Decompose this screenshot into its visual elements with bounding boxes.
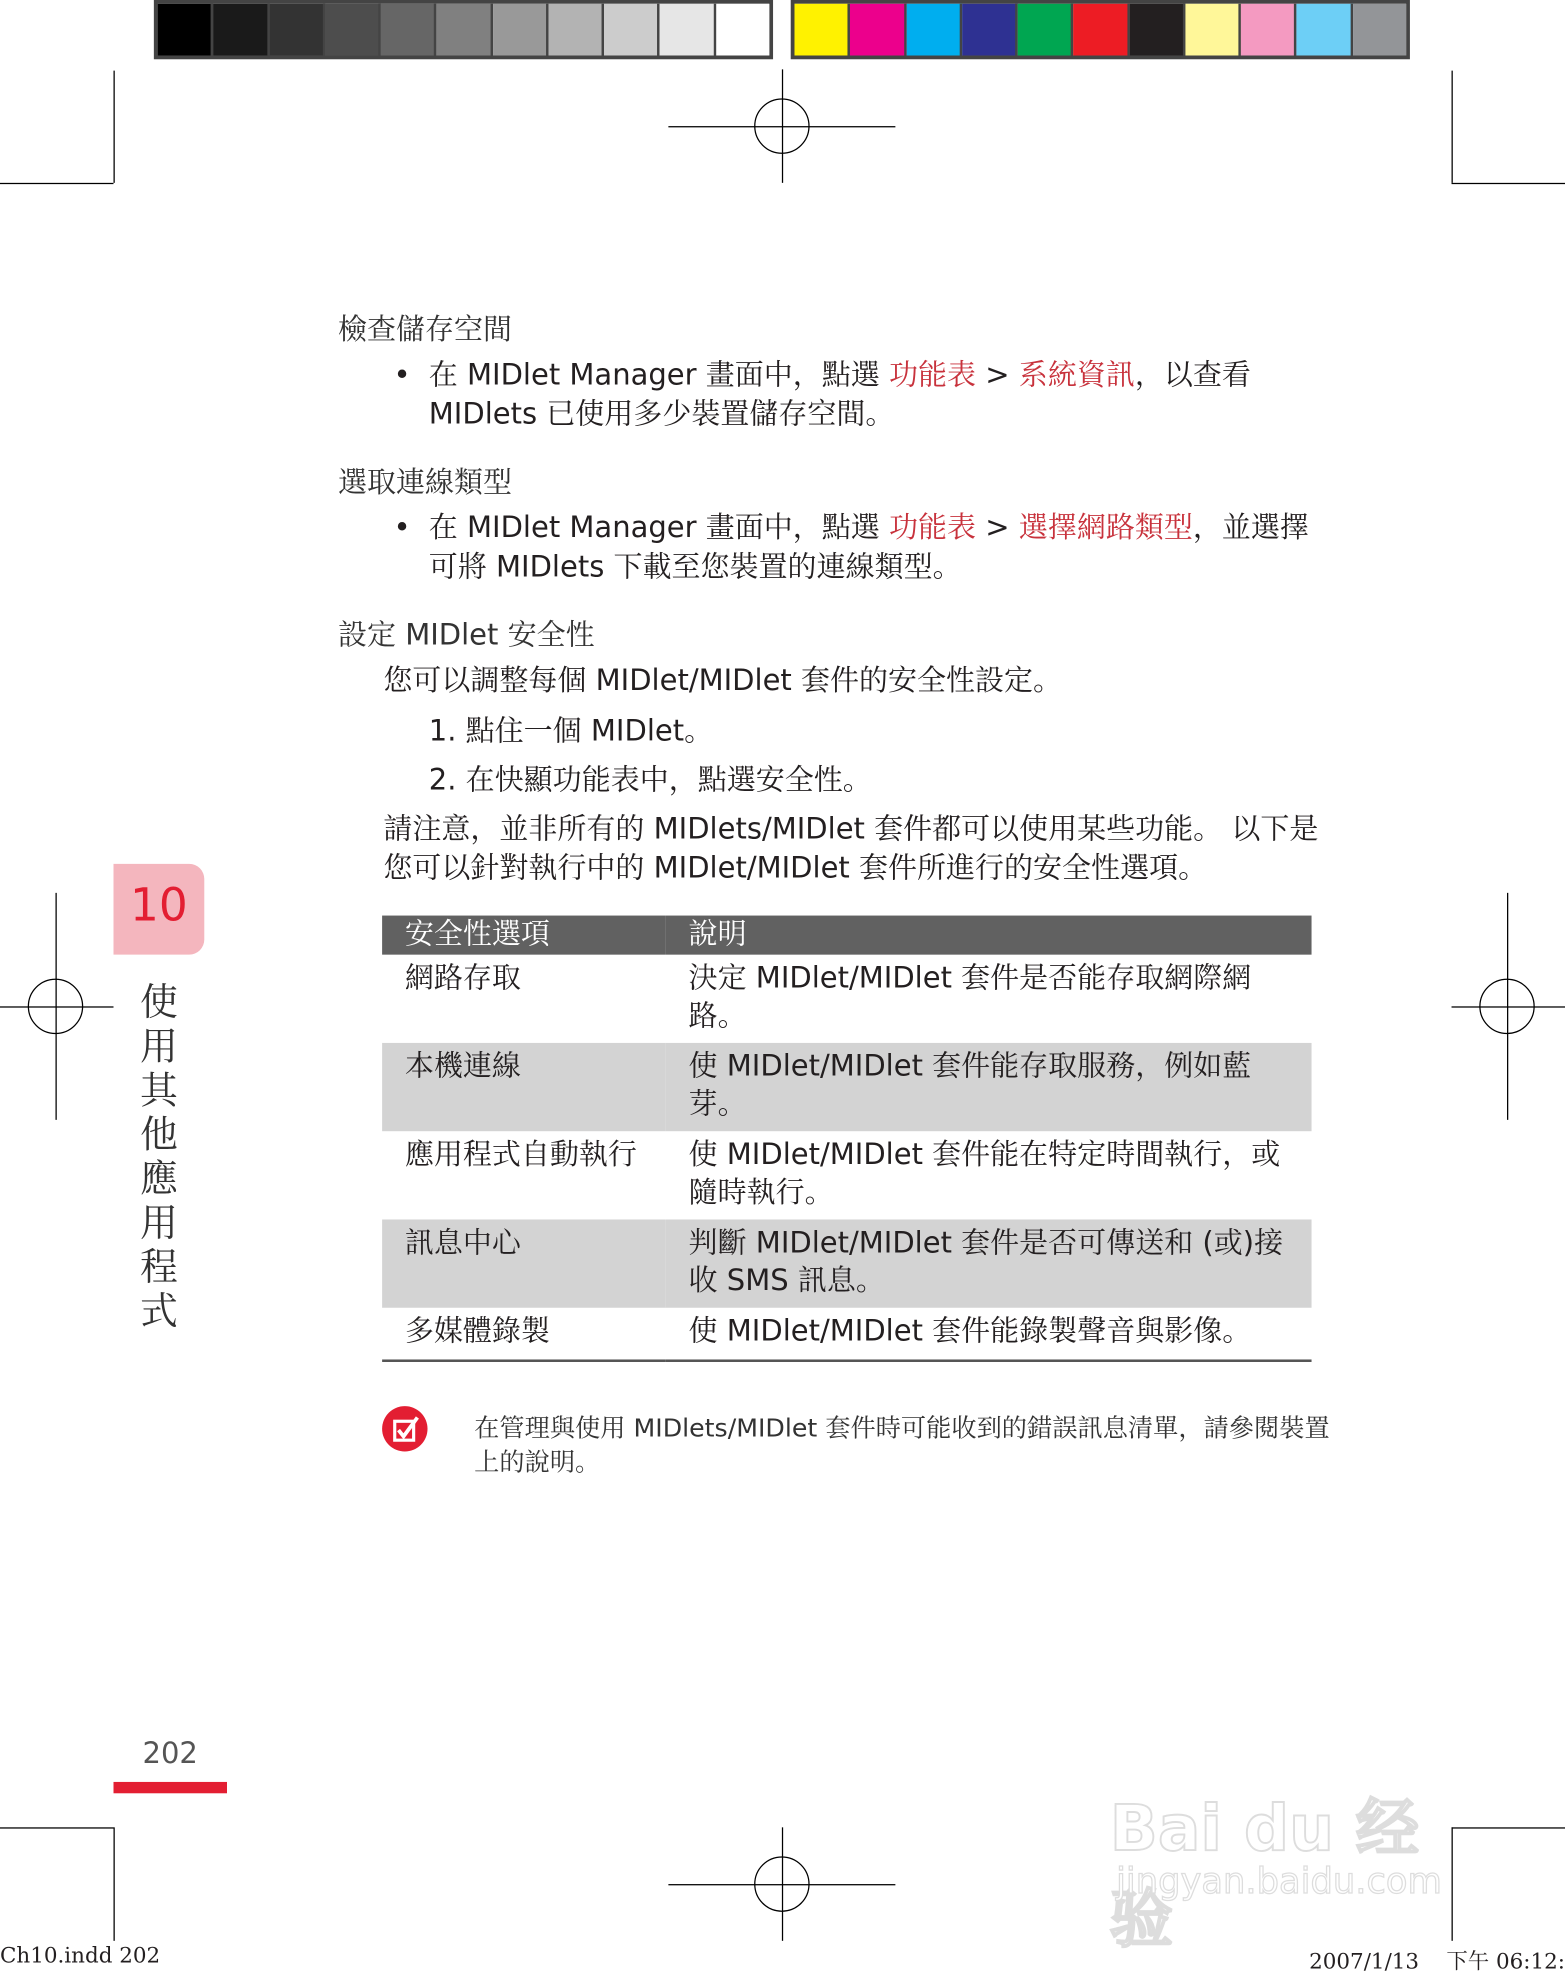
color-swatch <box>437 4 493 56</box>
step-2: 2. 在快顯功能表中，點選安全性。 <box>428 764 872 798</box>
bullet-icon: • <box>393 512 411 545</box>
table-row <box>382 1131 1311 1219</box>
registration-circle <box>28 979 83 1034</box>
color-swatch <box>850 4 906 56</box>
option-cell: 訊息中心 <box>382 1219 666 1307</box>
grayscale-color-bar <box>154 0 773 59</box>
security-options-table <box>382 916 1311 1362</box>
crop-mark <box>0 1827 113 1828</box>
color-swatch <box>1185 4 1241 56</box>
option-cell: 多媒體錄製 <box>404 1315 550 1349</box>
color-swatch <box>1241 4 1297 56</box>
color-swatch <box>1353 4 1406 56</box>
section-heading: 設定 MIDlet 安全性 <box>337 619 595 652</box>
color-swatch <box>213 4 269 56</box>
color-swatch <box>381 4 437 56</box>
option-cell: 本機連線 <box>382 1043 666 1131</box>
color-swatch <box>604 4 660 56</box>
note-paragraph: 請注意，並非所有的 MIDlets/MIDlet 套件都可以使用某些功能。 以下是您可以針對執行中的 MIDlet/MIDlet 套件所進行的安全性選項。 <box>383 813 1319 886</box>
color-swatch <box>1129 4 1185 56</box>
crop-mark <box>1452 183 1565 184</box>
option-cell: 應用程式自動執行 <box>404 1138 637 1172</box>
slug-file: Ch10.indd 202 <box>0 1943 161 1969</box>
color-swatch <box>548 4 604 56</box>
crop-mark <box>113 71 114 183</box>
section-heading: 檢查儲存空間 <box>337 314 513 347</box>
page-number: 202 <box>142 1737 198 1771</box>
crop-mark <box>1452 71 1453 183</box>
description-cell: 判斷 MIDlet/MIDlet 套件是否可傳送和 (或)接收 SMS 訊息。 <box>666 1219 1312 1307</box>
description-cell: 使 MIDlet/MIDlet 套件能錄製聲音與影像。 <box>688 1315 1252 1349</box>
step-1: 1. 點住一個 MIDlet。 <box>428 715 714 748</box>
bullet-text: 在 MIDlet Manager 畫面中，點選 功能表 > 系統資訊，以查看 MIDlets 已使用多少裝置儲存空間。 <box>428 359 1251 432</box>
crop-mark <box>113 1827 114 1940</box>
bullet-text: 在 MIDlet Manager 畫面中，點選 功能表 > 選擇網路類型，並選擇可將 MIDlets 下載至您裝置的連線類型。 <box>428 512 1309 584</box>
column-header: 說明 <box>666 916 1312 955</box>
color-swatch <box>325 4 381 56</box>
intro-text: 您可以調整每個 MIDlet/MIDlet 套件的安全性設定。 <box>383 664 1063 698</box>
bullet-icon: • <box>393 359 411 393</box>
color-swatch <box>962 4 1018 56</box>
table-row <box>382 1219 1311 1307</box>
registration-circle <box>754 98 809 153</box>
slug-date: 2007/1/13 下午 06:12: <box>1309 1949 1565 1975</box>
registration-circle <box>1479 979 1534 1034</box>
column-header: 安全性選項 <box>382 916 666 955</box>
table-row <box>382 955 1311 1043</box>
page-number-bar <box>113 1782 226 1793</box>
color-swatch <box>794 4 850 56</box>
description-cell: 決定 MIDlet/MIDlet 套件是否能存取網際網路。 <box>688 962 1252 1033</box>
description-cell: 使 MIDlet/MIDlet 套件能在特定時間執行，或隨時執行。 <box>688 1138 1281 1210</box>
crop-mark <box>0 183 113 184</box>
color-swatch <box>1297 4 1353 56</box>
color-swatch <box>269 4 325 56</box>
table-row <box>382 1043 1311 1131</box>
tip-text: 在管理與使用 MIDlets/MIDlet 套件時可能收到的錯誤訊息清單，請參閱裝置上的說明。 <box>474 1412 1330 1477</box>
color-swatch <box>906 4 962 56</box>
color-swatch <box>1018 4 1074 56</box>
color-swatch <box>716 4 769 56</box>
baidu-watermark: Bai du 经验 jingyan.baidu.com <box>1109 1792 1442 1956</box>
section-heading: 選取連線類型 <box>337 466 513 500</box>
option-cell: 網路存取 <box>404 962 521 996</box>
chapter-number-tab: 10 <box>113 864 204 955</box>
checkmark-note-icon <box>382 1406 427 1451</box>
color-swatch <box>1074 4 1130 56</box>
process-color-bar <box>791 0 1410 59</box>
color-swatch <box>158 4 214 56</box>
table-row <box>382 1308 1311 1361</box>
registration-circle <box>754 1856 809 1911</box>
chapter-title: 使用其他應用程式 <box>139 981 178 1335</box>
color-swatch <box>660 4 716 56</box>
description-cell: 使 MIDlet/MIDlet 套件能存取服務，例如藍芽。 <box>666 1043 1312 1131</box>
color-swatch <box>493 4 549 56</box>
